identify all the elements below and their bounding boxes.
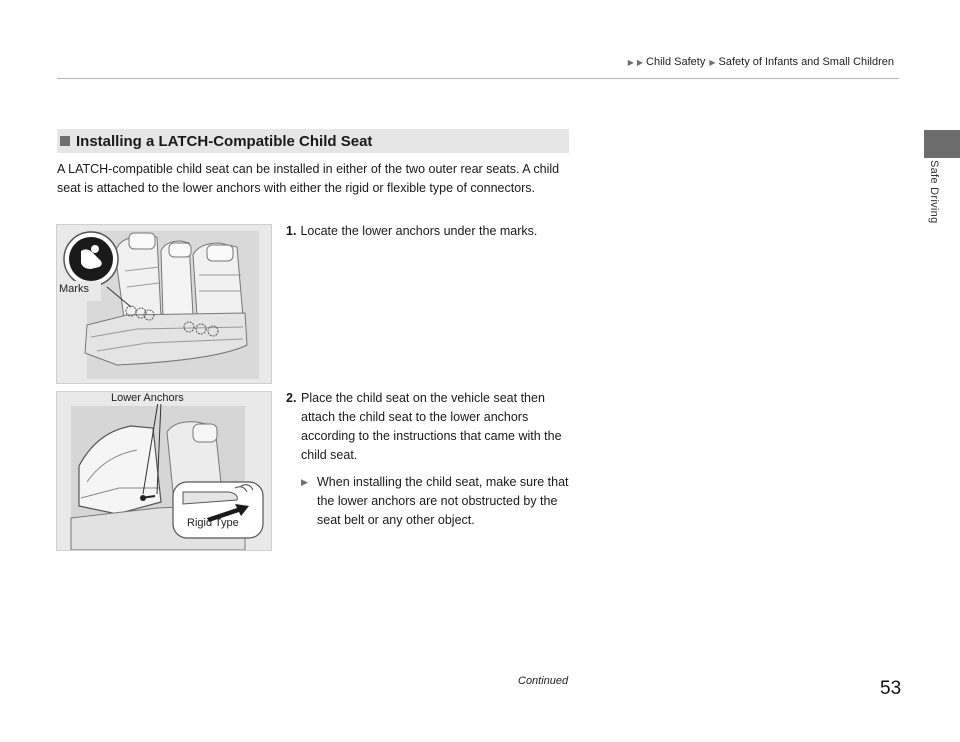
- note-text: When installing the child seat, make sure that the lower anchors are not obstructed by the seat belt or any other object.: [317, 475, 569, 527]
- section-title: Installing a LATCH-Compatible Child Seat: [76, 132, 373, 150]
- intro-paragraph: A LATCH-compatible child seat can be installed in either of the two outer rear seats. A child seat is attached to the lower anchors with either the rigid or flexible type of connectors.: [57, 162, 560, 195]
- section-heading-bar: [57, 129, 569, 153]
- step-text: Locate the lower anchors under the marks.: [300, 224, 538, 238]
- breadcrumb-arrow-icon: ▶: [636, 58, 644, 67]
- note-arrow-icon: ▶: [301, 477, 308, 487]
- step-1: [286, 222, 576, 241]
- step-2: [286, 389, 576, 465]
- continued-label: Continued: [518, 675, 569, 687]
- breadcrumb-item-child-safety[interactable]: Child Safety: [646, 56, 706, 68]
- child-seat-drawing: [57, 392, 271, 550]
- breadcrumb-arrow-icon: ▶: [709, 58, 716, 67]
- step-number: 1.: [286, 224, 297, 238]
- side-section-label: Safe Driving: [928, 160, 940, 224]
- breadcrumb: [628, 56, 898, 68]
- step-text: Place the child seat on the vehicle seat then attach the child seat to the lower anchors according to the instructions that came with the child seat.: [301, 391, 562, 462]
- installation-note: [301, 473, 576, 530]
- section-square-icon: [60, 136, 70, 146]
- lower-anchors-callout-label: Lower Anchors: [111, 392, 184, 404]
- child-seat-anchor-illustration: [56, 391, 272, 551]
- breadcrumb-item-safety-infants[interactable]: Safety of Infants and Small Children: [718, 56, 894, 68]
- step-number: 2.: [286, 391, 297, 405]
- rear-seat-marks-illustration: [56, 224, 272, 384]
- section-tab-marker: [924, 130, 960, 158]
- rear-seat-drawing: [57, 225, 271, 383]
- breadcrumb-arrow-icon: ▶: [627, 58, 634, 67]
- header-divider: [57, 78, 899, 79]
- marks-callout-label: Marks: [59, 283, 89, 295]
- rigid-type-callout-label: Rigid Type: [187, 517, 239, 529]
- page-number: 53: [880, 678, 902, 699]
